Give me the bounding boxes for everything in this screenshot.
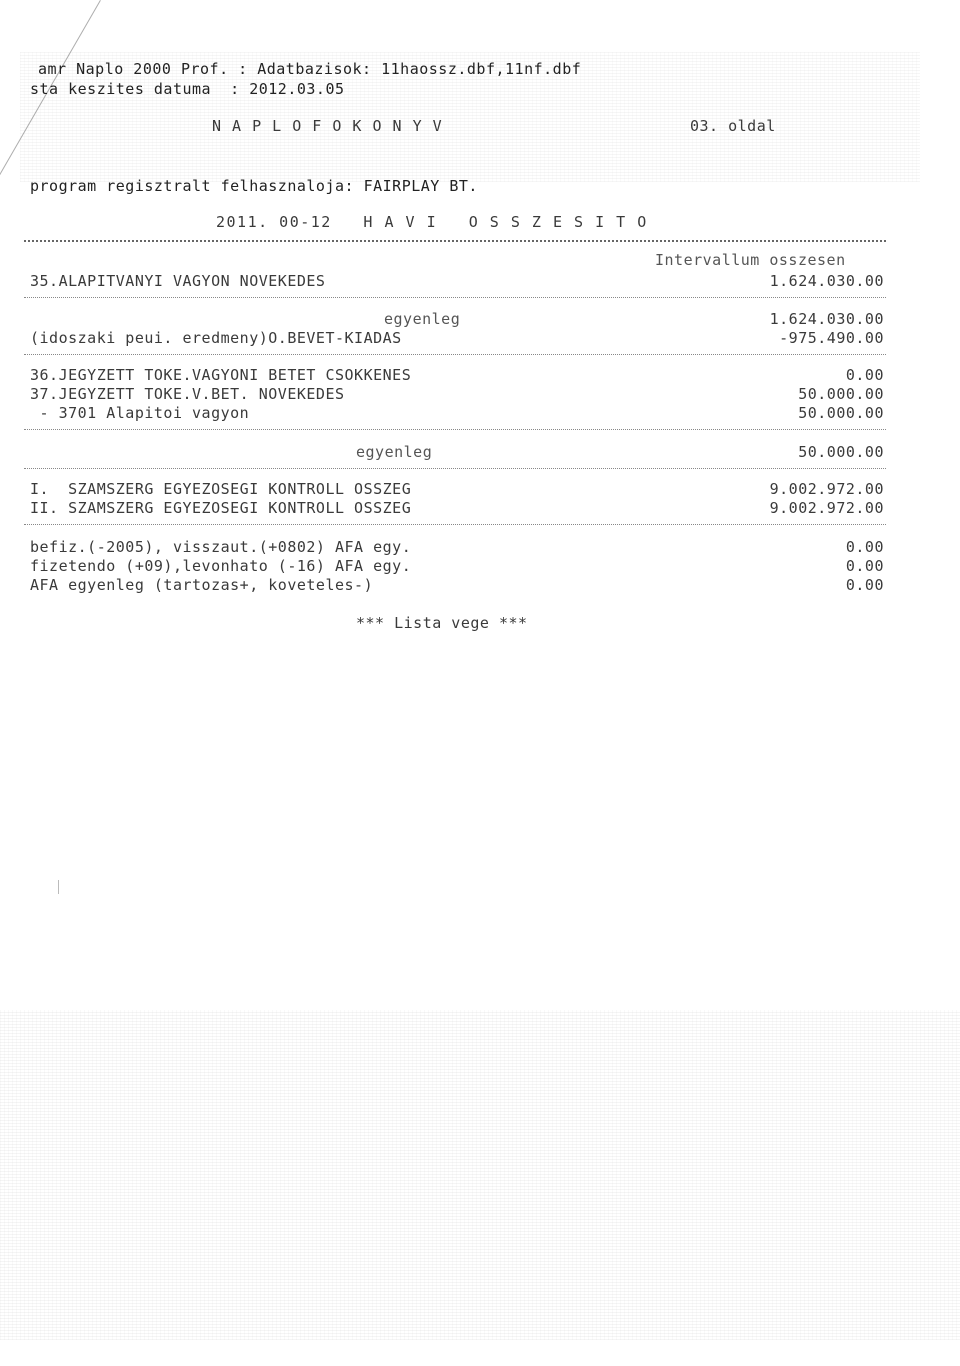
period-summary-title: 2011. 00-12 H A V I O S S Z E S I T O [216, 213, 648, 231]
control-sum-2-label: II. SZAMSZERG EGYEZOSEGI KONTROLL OSSZEG [30, 499, 412, 517]
vat-row-2-value: 0.00 [845, 557, 884, 575]
control-sum-1-value: 9.002.972.00 [769, 480, 884, 498]
egyenleg-1-label: egyenleg [384, 310, 461, 328]
row-3701-value: 50.000.00 [798, 404, 884, 422]
interval-header: Intervallum osszesen [655, 251, 846, 269]
row-37-label: 37.JEGYZETT TOKE.V.BET. NOVEKEDES [30, 385, 345, 403]
vat-row-3-value: 0.00 [845, 576, 884, 594]
control-sum-2-value: 9.002.972.00 [769, 499, 884, 517]
row-36-label: 36.JEGYZETT TOKE.VAGYONI BETET CSOKKENES [30, 366, 412, 384]
scan-mark [58, 880, 59, 894]
control-sum-1-label: I. SZAMSZERG EGYEZOSEGI KONTROLL OSSZEG [30, 480, 412, 498]
row-37-value: 50.000.00 [798, 385, 884, 403]
rule-5 [24, 524, 886, 525]
rule-3 [24, 429, 886, 430]
vat-row-1-value: 0.00 [845, 538, 884, 556]
period-result-label: (idoszaki peui. eredmeny)O.BEVET-KIADAS [30, 329, 402, 347]
page-title: N A P L O F O K O N Y V [212, 117, 443, 135]
list-end-footer: *** Lista vege *** [356, 614, 528, 632]
double-rule-top [24, 240, 886, 242]
page-number: 03. oldal [690, 117, 776, 135]
header-program-line: amr Naplo 2000 Prof. : Adatbazisok: 11haossz.dbf,11nf.dbf [38, 60, 582, 78]
egyenleg-2-label: egyenleg [356, 443, 433, 461]
egyenleg-1-value: 1.624.030.00 [769, 310, 884, 328]
scan-noise-bottom [0, 1010, 960, 1340]
row-35-label: 35.ALAPITVANYI VAGYON NOVEKEDES [30, 272, 326, 290]
egyenleg-2-value: 50.000.00 [798, 443, 884, 461]
row-3701-label: - 3701 Alapitoi vagyon [30, 404, 250, 422]
registered-user-line: program regisztralt felhasznaloja: FAIRPLAY BT. [30, 177, 478, 195]
header-date-line: sta keszites datuma : 2012.03.05 [30, 80, 345, 98]
vat-row-2-label: fizetendo (+09),levonhato (-16) AFA egy. [30, 557, 412, 575]
period-result-value: -975.490.00 [779, 329, 884, 347]
rule-2 [24, 354, 886, 355]
rule-1 [24, 297, 886, 298]
vat-row-1-label: befiz.(-2005), visszaut.(+0802) AFA egy. [30, 538, 412, 556]
rule-4 [24, 468, 886, 469]
vat-row-3-label: AFA egyenleg (tartozas+, koveteles-) [30, 576, 374, 594]
row-36-value: 0.00 [845, 366, 884, 384]
row-35-value: 1.624.030.00 [769, 272, 884, 290]
